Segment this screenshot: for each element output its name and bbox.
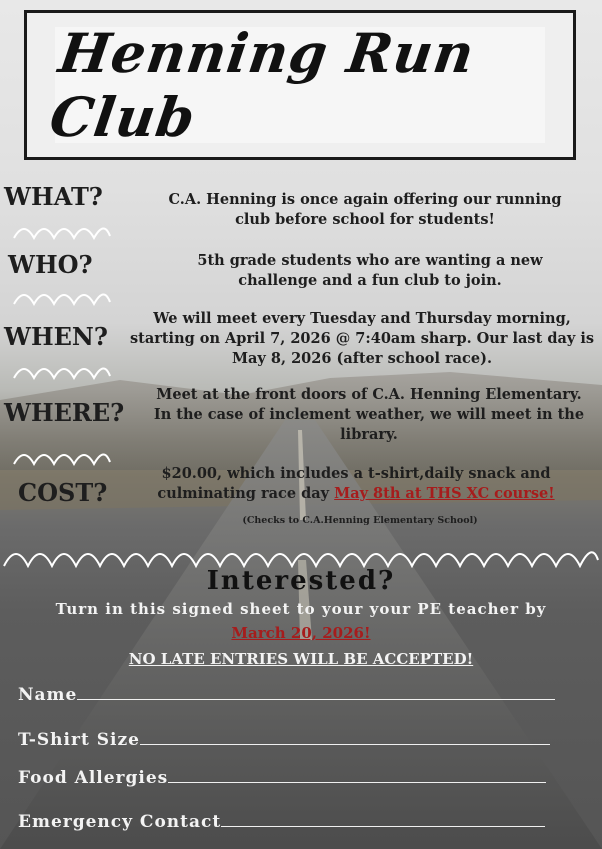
payment-note: (Checks to C.A.Henning Elementary School) <box>242 515 478 526</box>
tshirt-size-field[interactable] <box>18 730 550 750</box>
interested-heading: Interested? <box>206 566 396 596</box>
deadline-date: March 20, 2026! <box>231 624 371 642</box>
section-label-cost: COST? <box>18 478 108 507</box>
title-frame <box>24 10 576 160</box>
cost-description: $20.00, which includes a t-shirt,daily snack and culminating race day <box>157 465 551 502</box>
name-field[interactable] <box>18 685 555 705</box>
section-text-who: 5th grade students who are wanting a new challenge and a fun club to join. <box>197 252 543 289</box>
page-title: Henning Run Club <box>46 21 479 149</box>
section-text-what: C.A. Henning is once again offering our running club before school for students! <box>168 191 562 228</box>
section-label-when: WHEN? <box>4 322 108 351</box>
field-label: T-Shirt Size <box>18 730 140 750</box>
name-input-line[interactable] <box>77 685 555 700</box>
race-location-link[interactable]: May 8th at THS XC course! <box>334 485 555 502</box>
section-label-who: WHO? <box>8 250 93 279</box>
emergency-input-line[interactable] <box>221 812 545 827</box>
section-text-cost <box>126 464 586 504</box>
section-label-where: WHERE? <box>4 398 125 427</box>
section-text-when: We will meet every Tuesday and Thursday morning, starting on April 7, 2026 @ 7:40am sharp. Our last day is May 8, 2026 (after school race). <box>129 310 595 367</box>
food-allergies-field[interactable] <box>18 768 546 788</box>
field-label: Emergency Contact <box>18 812 222 832</box>
field-label: Food Allergies <box>18 768 169 788</box>
wave-divider <box>12 288 112 306</box>
wave-divider <box>12 222 112 240</box>
late-entry-warning <box>0 650 602 668</box>
allergies-input-line[interactable] <box>168 768 546 783</box>
wave-divider <box>12 362 112 380</box>
instruction-text: Turn in this signed sheet to your your PE teacher by <box>55 600 547 618</box>
emergency-contact-field[interactable] <box>18 812 545 832</box>
deadline-text <box>0 624 602 642</box>
section-label-what: WHAT? <box>4 182 103 211</box>
title-panel <box>46 21 545 149</box>
field-label: Name <box>18 685 78 705</box>
warning-text: NO LATE ENTRIES WILL BE ACCEPTED! <box>128 650 474 668</box>
wave-divider <box>12 448 112 466</box>
tshirt-input-line[interactable] <box>140 730 550 745</box>
long-wave-divider <box>2 544 600 568</box>
section-text-where: Meet at the front doors of C.A. Henning Elementary. In the case of inclement weather, we will meet in the library. <box>153 386 585 443</box>
